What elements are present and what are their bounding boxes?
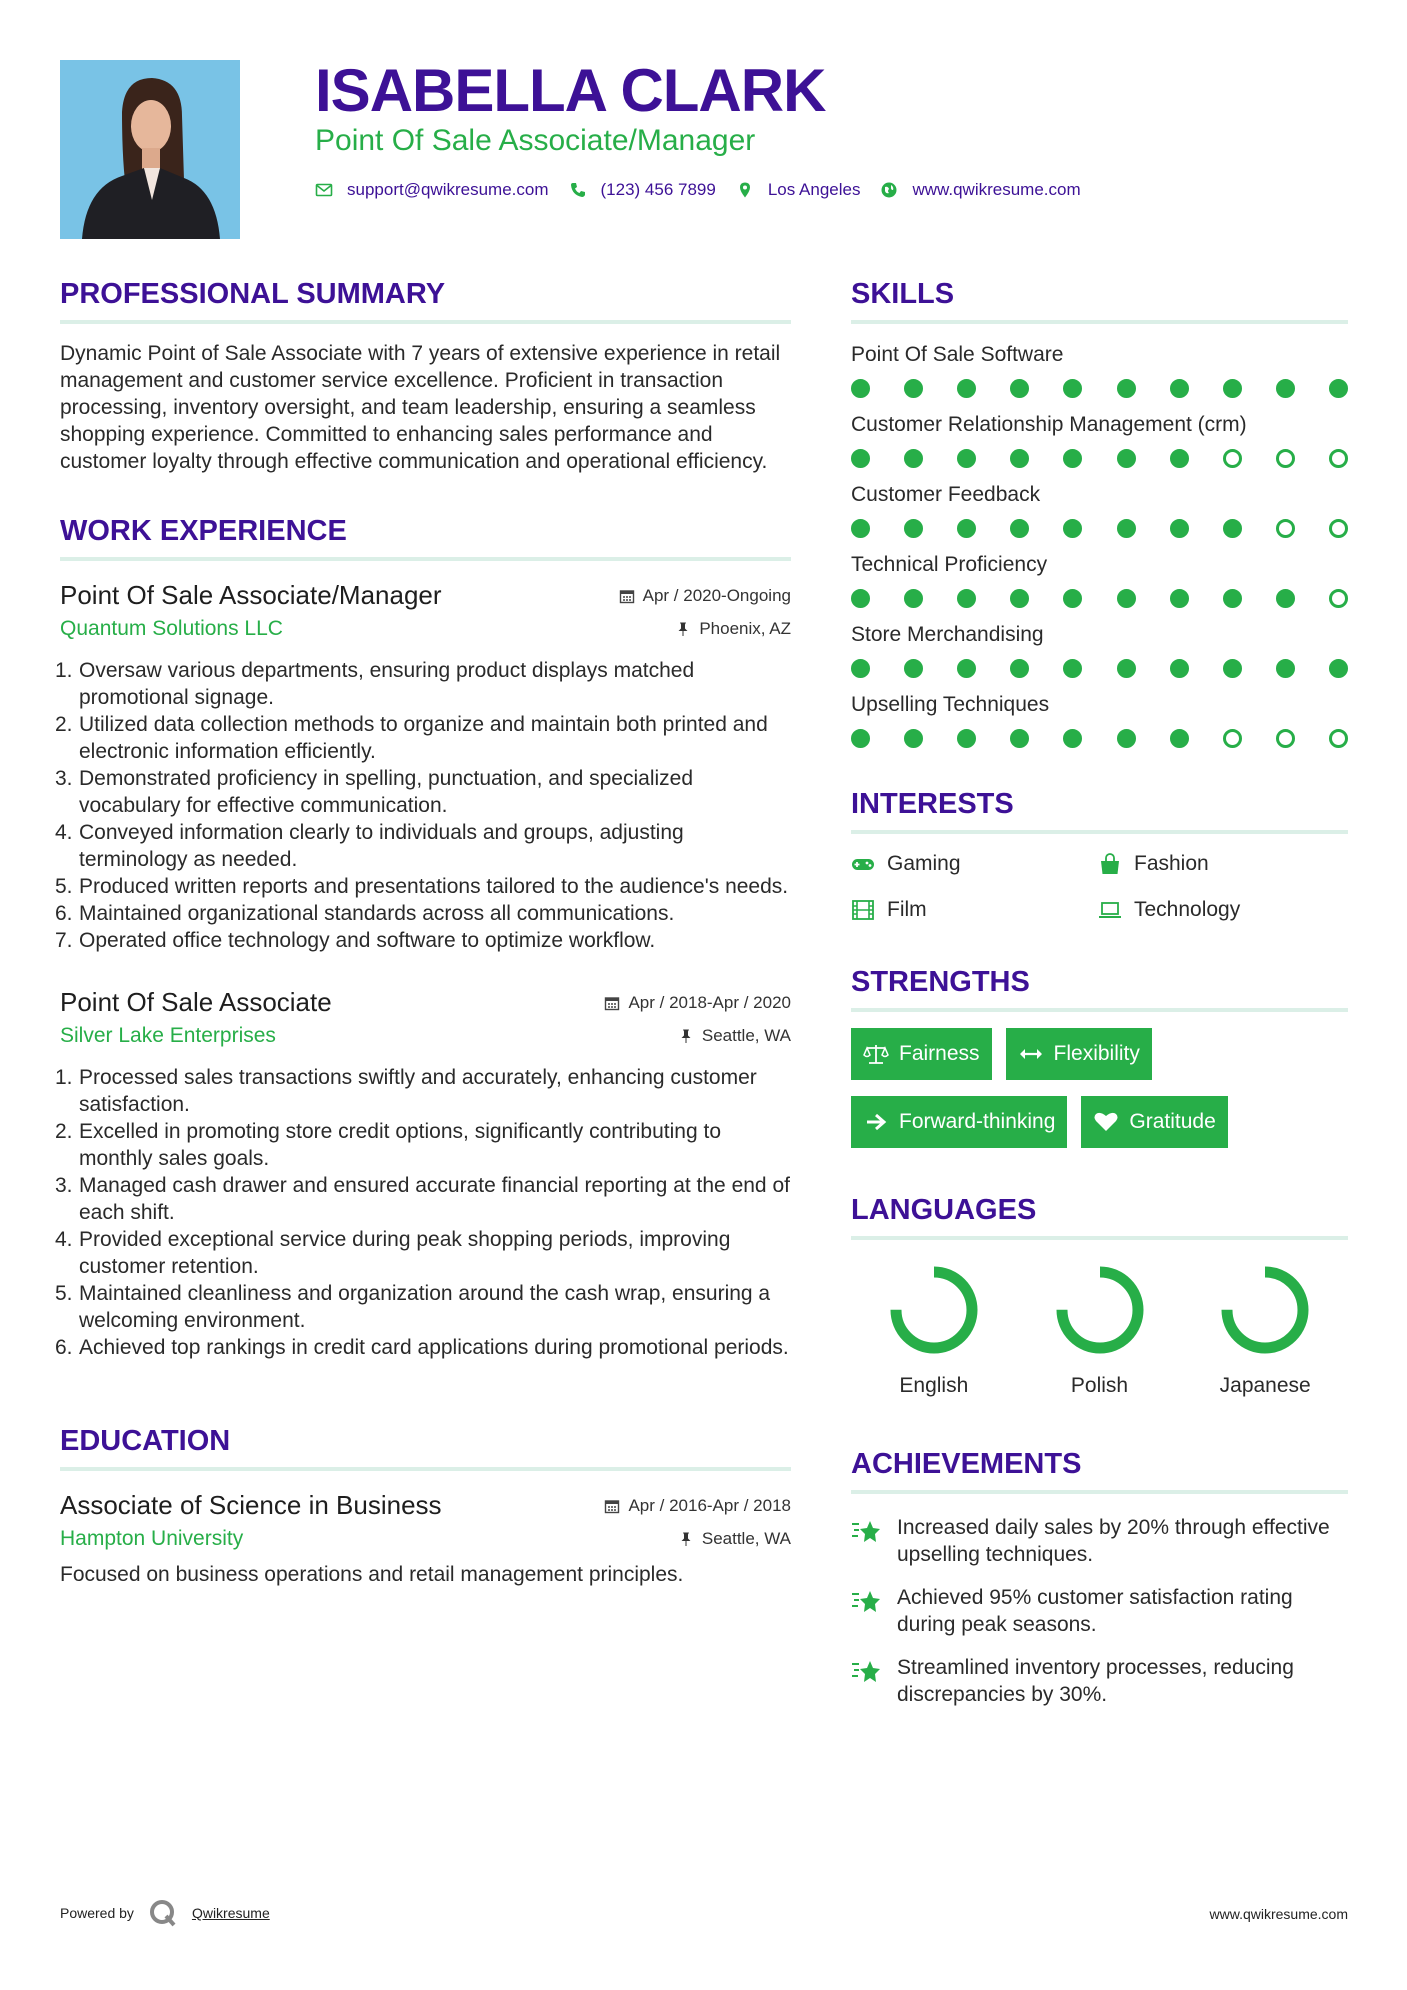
person-portrait-icon <box>60 60 240 239</box>
calendar-icon <box>604 1498 620 1514</box>
job-location-text: Phoenix, AZ <box>699 619 791 638</box>
rating-dot-filled <box>1329 379 1348 398</box>
rating-dot-filled <box>1223 589 1242 608</box>
experience-heading: WORK EXPERIENCE <box>60 509 791 561</box>
rating-dot-filled <box>1010 729 1029 748</box>
strengths-heading: STRENGTHS <box>851 960 1348 1012</box>
rating-dot-filled <box>1010 659 1029 678</box>
language-item <box>851 1262 1017 1400</box>
list-item: 6. Achieved top rankings in credit card applications during promotional periods. <box>55 1336 789 1359</box>
language-proficiency-arc <box>1062 1272 1138 1348</box>
rating-dot-filled <box>1170 449 1189 468</box>
education-location-text: Seattle, WA <box>701 1529 791 1548</box>
rating-dot-filled <box>1117 379 1136 398</box>
rating-dot-filled <box>1276 379 1295 398</box>
experience-section <box>55 509 791 1361</box>
rating-dot-filled <box>1010 379 1029 398</box>
rating-dot-filled <box>851 729 870 748</box>
laptop-icon <box>1098 898 1122 922</box>
rating-dot-empty <box>1329 729 1348 748</box>
language-name: English <box>899 1374 969 1397</box>
strength-tag <box>851 1096 1067 1148</box>
rating-dot-filled <box>1170 589 1189 608</box>
skill-item <box>851 690 1348 748</box>
education-description: Focused on business operations and retail management principles. <box>60 1563 684 1586</box>
shooting-star-icon <box>851 1656 883 1686</box>
degree-title: Associate of Science in Business <box>60 1490 442 1520</box>
globe-icon <box>880 181 898 199</box>
heart-icon <box>1093 1111 1119 1133</box>
rating-dot-filled <box>957 729 976 748</box>
achievements-section <box>851 1442 1348 1708</box>
rating-dot-filled <box>1117 449 1136 468</box>
summary-section <box>60 272 791 475</box>
skill-name: Customer Feedback <box>851 483 1041 506</box>
interest-label: Fashion <box>1134 852 1209 875</box>
candidate-name: ISABELLA CLARK <box>315 57 826 124</box>
skill-name: Upselling Techniques <box>851 693 1050 716</box>
list-item: 1. Processed sales transactions swiftly and accurately, enhancing customer satisfaction. <box>55 1066 757 1116</box>
rating-dot-filled <box>957 379 976 398</box>
strength-tag <box>1006 1028 1152 1080</box>
job-bullets <box>55 657 791 954</box>
candidate-title: Point Of Sale Associate/Manager <box>315 124 756 157</box>
list-item: 4. Provided exceptional service during peak shopping periods, improving customer retention. <box>55 1228 731 1278</box>
interest-item <box>851 850 1098 878</box>
strength-label: Gratitude <box>1129 1110 1216 1133</box>
strengths-list <box>851 1028 1348 1148</box>
skills-section <box>851 272 1348 748</box>
rating-dot-filled <box>1117 729 1136 748</box>
skills-list <box>851 340 1348 748</box>
email-text: support@qwikresume.com <box>347 180 549 199</box>
job-location-text: Seattle, WA <box>701 1026 791 1045</box>
rating-dot-filled <box>851 449 870 468</box>
rating-dot-filled <box>904 449 923 468</box>
languages-list <box>851 1262 1348 1400</box>
rating-dot-filled <box>1063 449 1082 468</box>
rating-dot-filled <box>904 659 923 678</box>
interest-label: Gaming <box>887 852 961 875</box>
skill-rating <box>851 659 1348 678</box>
list-item: 7. Operated office technology and software to optimize workflow. <box>55 929 656 952</box>
rating-dot-filled <box>904 379 923 398</box>
list-item: 1. Oversaw various departments, ensuring product displays matched promotional signage. <box>55 659 695 709</box>
rating-dot-filled <box>1063 659 1082 678</box>
skill-item <box>851 410 1348 468</box>
rating-dot-empty <box>1276 449 1295 468</box>
left-column <box>55 272 791 1588</box>
rating-dot-empty <box>1223 729 1242 748</box>
rating-dot-empty <box>1329 589 1348 608</box>
arrows-horizontal-icon <box>1018 1043 1044 1065</box>
strength-tag <box>1081 1096 1227 1148</box>
job-entry <box>55 577 791 954</box>
rating-dot-filled <box>1063 519 1082 538</box>
rating-dot-filled <box>851 519 870 538</box>
strengths-section <box>851 960 1348 1148</box>
rating-dot-filled <box>957 519 976 538</box>
contact-location <box>736 180 861 200</box>
envelope-icon <box>315 181 333 199</box>
language-item <box>1017 1262 1183 1400</box>
strength-label: Fairness <box>899 1042 980 1065</box>
rating-dot-empty <box>1276 729 1295 748</box>
brand-link[interactable]: Qwikresume <box>191 1905 270 1921</box>
calendar-icon <box>604 995 620 1011</box>
skill-rating <box>851 379 1348 398</box>
list-item: 5. Produced written reports and presentations tailored to the audience's needs. <box>55 875 789 898</box>
job-company: Silver Lake Enterprises <box>60 1024 276 1047</box>
languages-section <box>851 1188 1348 1400</box>
qwikresume-logo-icon <box>148 1898 178 1928</box>
language-proficiency-arc <box>1227 1272 1303 1348</box>
rating-dot-filled <box>1063 379 1082 398</box>
arrow-right-icon <box>863 1111 889 1133</box>
education-heading: EDUCATION <box>60 1419 791 1471</box>
job-date <box>619 586 791 606</box>
education-location <box>678 1529 791 1549</box>
language-ring <box>886 1262 982 1358</box>
rating-dot-filled <box>957 659 976 678</box>
skill-item <box>851 620 1348 678</box>
rating-dot-filled <box>957 589 976 608</box>
calendar-icon <box>619 588 635 604</box>
rating-dot-empty <box>1329 449 1348 468</box>
strength-label: Forward-thinking <box>899 1110 1056 1133</box>
thumbtack-icon <box>675 621 691 637</box>
achievement-item <box>851 1654 1348 1708</box>
rating-dot-empty <box>1276 519 1295 538</box>
list-item: 5. Maintained cleanliness and organization around the cash wrap, ensuring a welcoming environment. <box>55 1282 771 1332</box>
strength-label: Flexibility <box>1053 1042 1140 1065</box>
language-proficiency-arc <box>896 1272 972 1348</box>
achievements-heading: ACHIEVEMENTS <box>851 1442 1348 1494</box>
skill-item <box>851 340 1348 398</box>
skill-name: Customer Relationship Management (crm) <box>851 413 1247 436</box>
location-text: Los Angeles <box>767 180 861 199</box>
job-company: Quantum Solutions LLC <box>60 617 283 640</box>
rating-dot-filled <box>851 589 870 608</box>
shooting-star-icon <box>851 1516 883 1546</box>
thumbtack-icon <box>678 1531 694 1547</box>
rating-dot-filled <box>904 589 923 608</box>
contact-bar <box>315 177 1101 203</box>
job-bullets <box>55 1064 791 1361</box>
skill-item <box>851 480 1348 538</box>
language-item <box>1182 1262 1348 1400</box>
rating-dot-filled <box>1117 519 1136 538</box>
rating-dot-filled <box>1010 519 1029 538</box>
footer-website[interactable]: www.qwikresume.com <box>1209 1906 1348 1922</box>
skills-heading: SKILLS <box>851 272 1348 324</box>
rating-dot-filled <box>1063 729 1082 748</box>
powered-by-text: Powered by <box>60 1905 134 1921</box>
interest-label: Technology <box>1134 898 1241 921</box>
rating-dot-empty <box>1223 449 1242 468</box>
job-date <box>604 993 791 1013</box>
language-name: Japanese <box>1219 1374 1311 1397</box>
skill-name: Technical Proficiency <box>851 553 1048 576</box>
interest-item <box>851 896 1098 924</box>
rating-dot-filled <box>1223 659 1242 678</box>
rating-dot-filled <box>1063 589 1082 608</box>
list-item: 6. Maintained organizational standards across all communications. <box>55 902 675 925</box>
job-title: Point Of Sale Associate <box>60 987 332 1017</box>
rating-dot-filled <box>904 729 923 748</box>
rating-dot-filled <box>1329 659 1348 678</box>
achievement-text: Increased daily sales by 20% through effective upselling techniques. <box>897 1516 1330 1566</box>
thumbtack-icon <box>678 1028 694 1044</box>
skill-name: Point Of Sale Software <box>851 343 1064 366</box>
rating-dot-filled <box>1170 729 1189 748</box>
language-ring <box>1052 1262 1148 1358</box>
rating-dot-filled <box>851 379 870 398</box>
education-date-text: Apr / 2016-Apr / 2018 <box>628 1496 791 1515</box>
list-item: 3. Demonstrated proficiency in spelling, punctuation, and specialized vocabulary for effective communication. <box>55 767 694 817</box>
skill-rating <box>851 449 1348 468</box>
achievement-item <box>851 1584 1348 1638</box>
language-ring <box>1217 1262 1313 1358</box>
skill-name: Store Merchandising <box>851 623 1044 646</box>
skill-rating <box>851 729 1348 748</box>
job-date-text: Apr / 2020-Ongoing <box>642 586 791 605</box>
footer-powered-by <box>60 1898 270 1928</box>
achievement-text: Achieved 95% customer satisfaction rating during peak seasons. <box>897 1586 1293 1636</box>
job-location <box>678 1026 791 1046</box>
contact-website[interactable] <box>880 180 1080 200</box>
rating-dot-filled <box>1170 519 1189 538</box>
languages-heading: LANGUAGES <box>851 1188 1348 1240</box>
phone-text: (123) 456 7899 <box>600 180 716 199</box>
education-date <box>604 1496 791 1516</box>
job-location <box>675 619 791 639</box>
interest-item <box>1098 850 1348 878</box>
rating-dot-filled <box>1170 659 1189 678</box>
rating-dot-filled <box>1010 449 1029 468</box>
gamepad-icon <box>851 852 875 876</box>
achievement-item <box>851 1514 1348 1568</box>
interest-label: Film <box>887 898 927 921</box>
rating-dot-filled <box>904 519 923 538</box>
list-item: 3. Managed cash drawer and ensured accurate financial reporting at the end of each shift. <box>55 1174 790 1224</box>
achievement-text: Streamlined inventory processes, reducing discrepancies by 30%. <box>897 1656 1294 1706</box>
phone-icon <box>569 181 587 199</box>
skill-rating <box>851 519 1348 538</box>
shopping-bag-icon <box>1098 852 1122 876</box>
interests-grid <box>851 850 1348 924</box>
website-text: www.qwikresume.com <box>912 180 1081 199</box>
rating-dot-filled <box>1223 519 1242 538</box>
skill-item <box>851 550 1348 608</box>
rating-dot-filled <box>1117 589 1136 608</box>
skill-rating <box>851 589 1348 608</box>
job-entry <box>55 984 791 1361</box>
summary-text: Dynamic Point of Sale Associate with 7 years of extensive experience in retail management and customer service excellence. Proficient in transaction processing, inventory oversight, and team leadership, ensuring a seamless shopping experience. Committed to enhancing sales performance and customer loyalty through effective communication and operational efficiency. <box>60 342 781 473</box>
list-item: 4. Conveyed information clearly to individuals and groups, adjusting terminology as needed. <box>55 821 684 871</box>
job-title: Point Of Sale Associate/Manager <box>60 580 442 610</box>
balance-scale-icon <box>863 1043 889 1065</box>
map-marker-icon <box>736 181 754 199</box>
list-item: 2. Excelled in promoting store credit options, significantly contributing to monthly sales goals. <box>55 1120 721 1170</box>
job-date-text: Apr / 2018-Apr / 2020 <box>628 993 791 1012</box>
profile-photo <box>60 60 240 239</box>
interests-section <box>851 782 1348 924</box>
rating-dot-filled <box>1223 379 1242 398</box>
interests-heading: INTERESTS <box>851 782 1348 834</box>
rating-dot-filled <box>1276 659 1295 678</box>
interest-item <box>1098 896 1348 924</box>
rating-dot-empty <box>1329 519 1348 538</box>
shooting-star-icon <box>851 1586 883 1616</box>
rating-dot-filled <box>851 659 870 678</box>
summary-heading: PROFESSIONAL SUMMARY <box>60 272 791 324</box>
film-icon <box>851 898 875 922</box>
school-name: Hampton University <box>60 1527 244 1550</box>
rating-dot-filled <box>1117 659 1136 678</box>
rating-dot-filled <box>1276 589 1295 608</box>
rating-dot-filled <box>1010 589 1029 608</box>
education-section <box>60 1419 791 1588</box>
language-name: Polish <box>1070 1374 1129 1397</box>
contact-phone[interactable] <box>569 180 716 200</box>
rating-dot-filled <box>957 449 976 468</box>
contact-email[interactable] <box>315 180 549 200</box>
rating-dot-filled <box>1170 379 1189 398</box>
right-column <box>851 272 1348 1724</box>
list-item: 2. Utilized data collection methods to organize and maintain both printed and electronic information efficiently. <box>55 713 768 763</box>
strength-tag <box>851 1028 992 1080</box>
